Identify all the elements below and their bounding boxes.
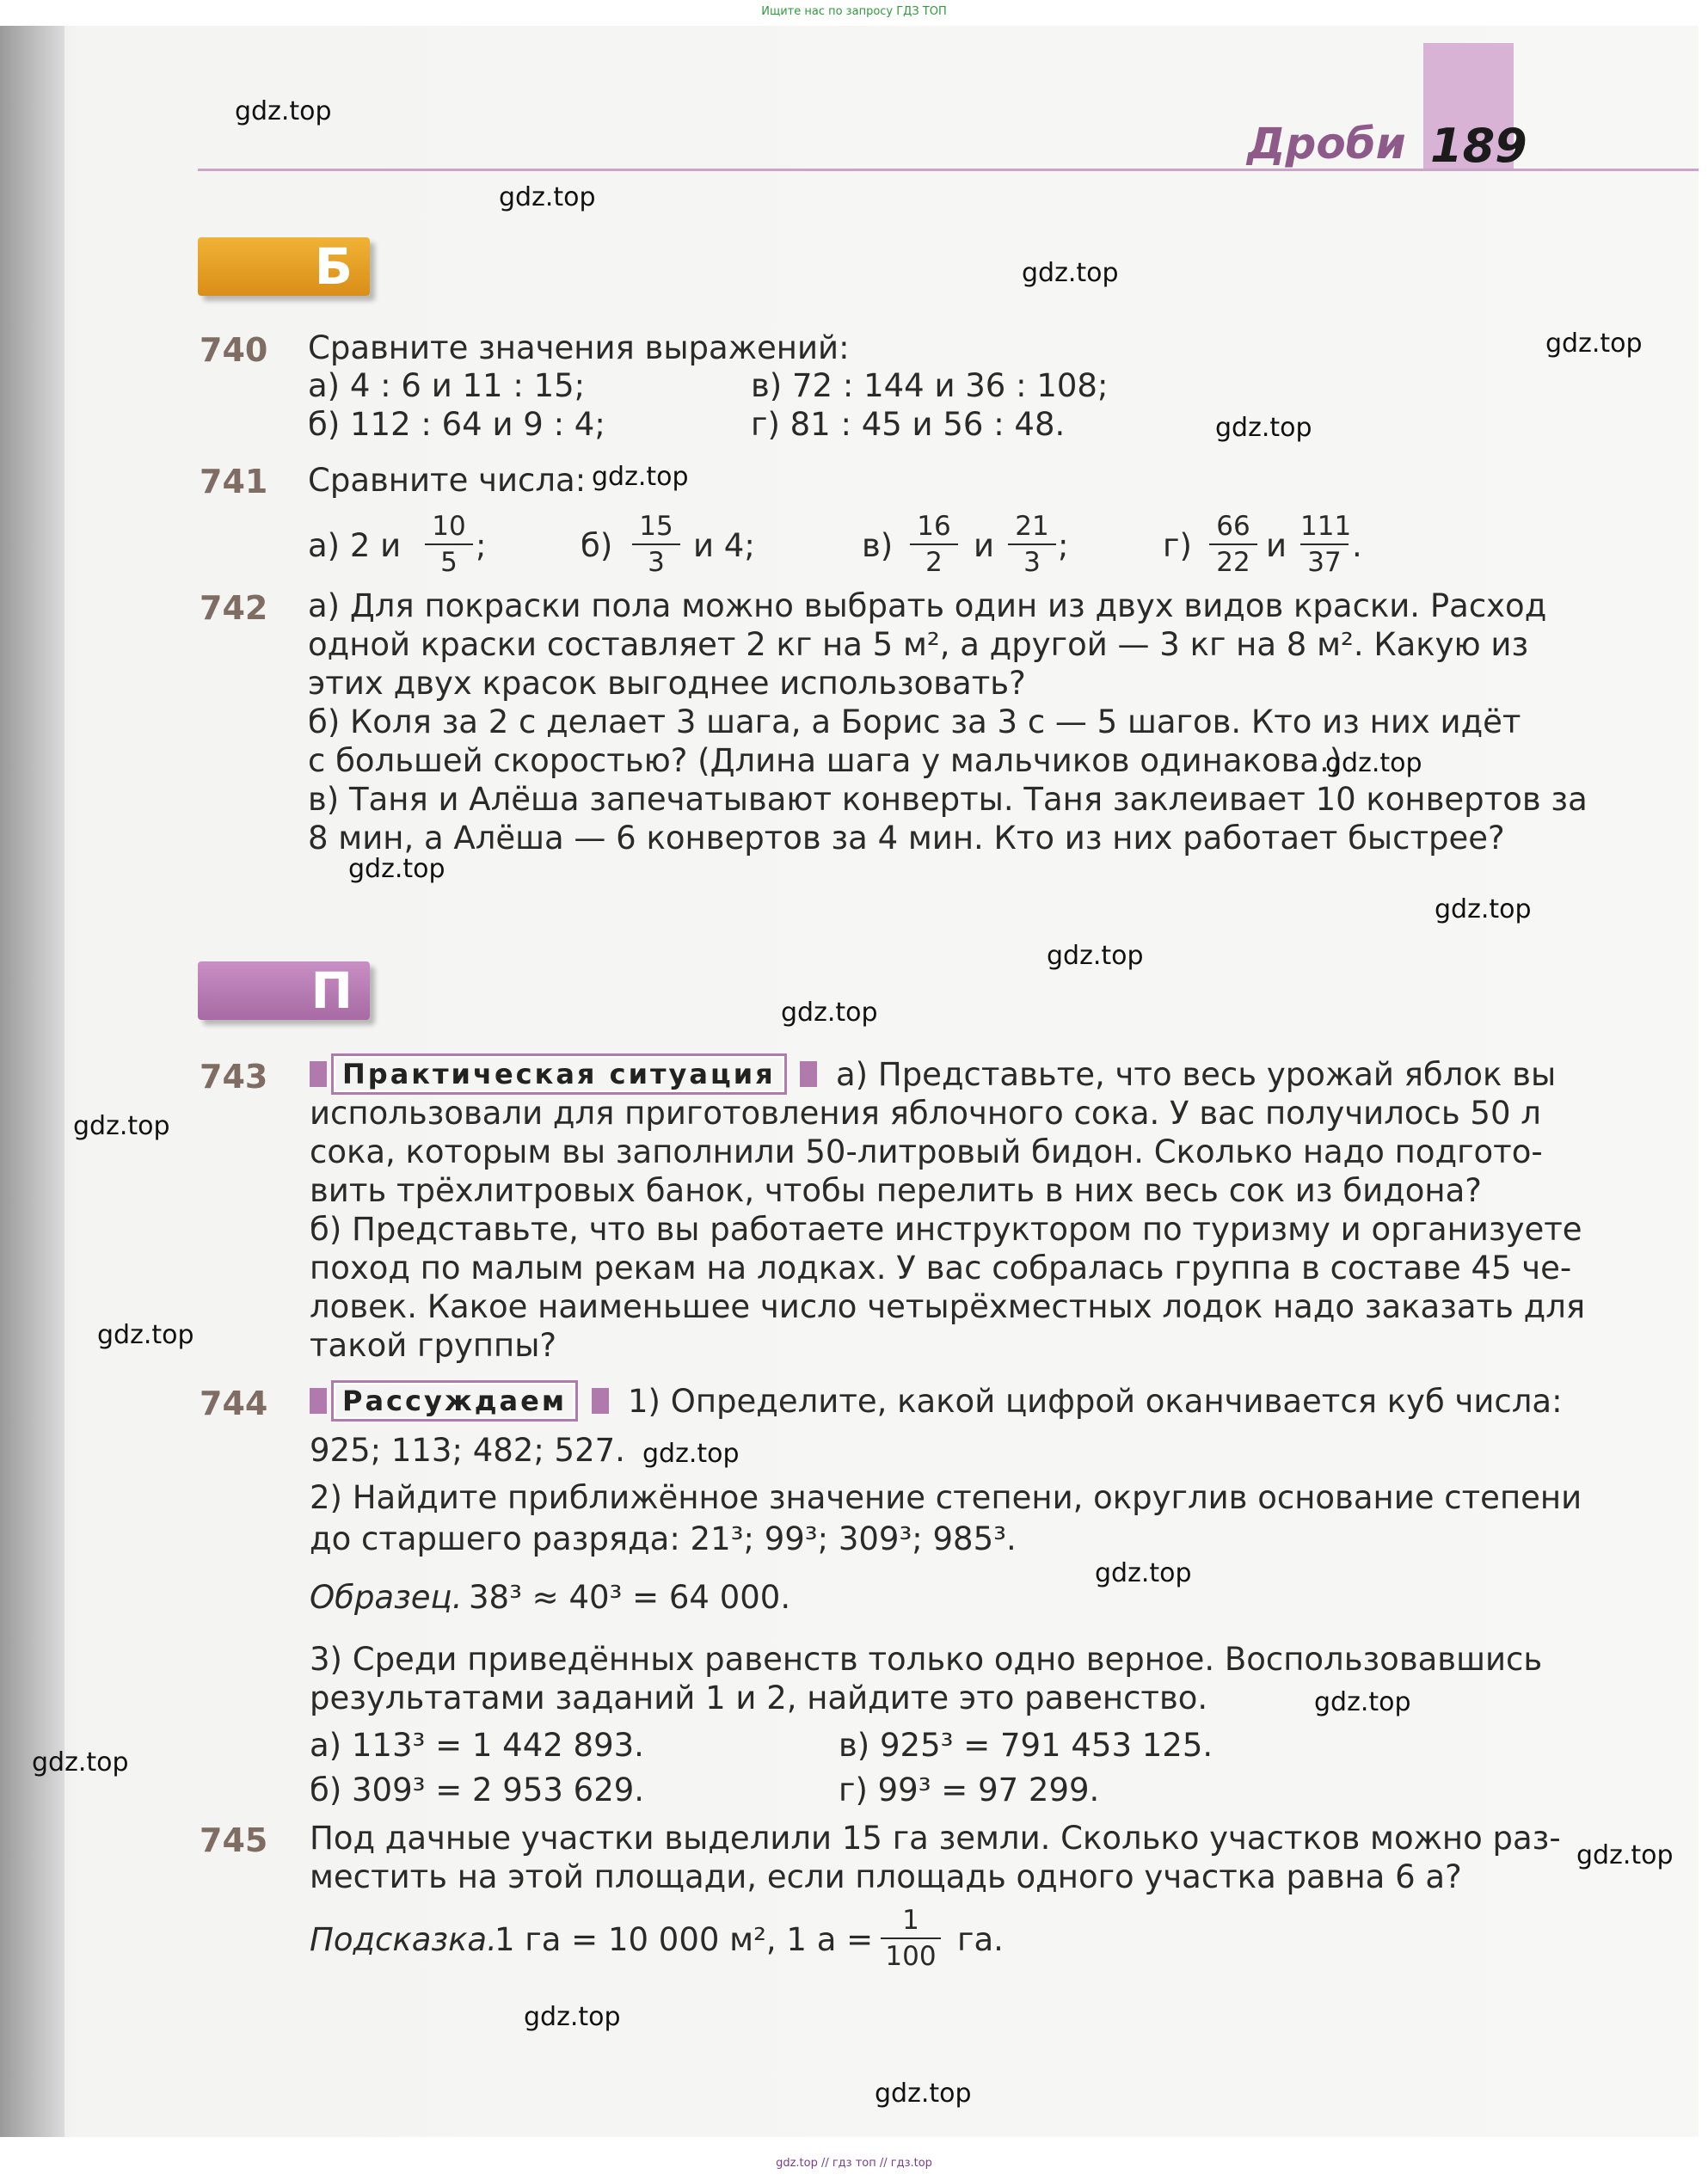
numerator: 21 — [1008, 511, 1056, 545]
level-p-badge: П — [198, 961, 370, 1020]
ex742-line-7: 8 мин, а Алёша — 6 конвертов за 4 мин. Кто из них работает быстрее? — [308, 820, 1505, 857]
ex741-g-fraction-2 — [1300, 511, 1352, 578]
ex742-line-6: в) Таня и Алёша запечатывают конверты. Таня заклеивает 10 конвертов за — [308, 781, 1588, 818]
exercise-number-740: 740 — [200, 331, 268, 369]
numerator: 66 — [1209, 511, 1257, 545]
watermark: gdz.top — [97, 1320, 194, 1350]
watermark: gdz.top — [524, 2002, 621, 2032]
ex743-line-1: использовали для приготовления яблочного сока. У вас получилось 50 л — [310, 1095, 1541, 1132]
ex741-v-fraction-1 — [910, 511, 958, 578]
ex743-line-2: сока, которым вы заполнили 50-литровый бидон. Сколько надо подгото- — [310, 1133, 1543, 1170]
watermark: gdz.top — [32, 1747, 129, 1778]
ex742-line-3: этих двух красок выгоднее использовать? — [308, 665, 1026, 702]
ex744-option-v: в) 925³ = 791 453 125. — [839, 1727, 1213, 1764]
watermark: gdz.top — [781, 998, 878, 1028]
denominator: 22 — [1216, 547, 1250, 578]
ex740-g: г) 81 : 45 и 56 : 48. — [751, 406, 1066, 443]
ex743-line-5: поход по малым рекам на лодках. У вас собралась группа в составе 45 че- — [310, 1250, 1572, 1287]
ex745-hint-suffix: га. — [957, 1921, 1004, 1958]
ex745-hint-label: Подсказка. — [310, 1921, 497, 1958]
ex744-first-line: 1) Определите, какой цифрой оканчивается куб числа: — [628, 1383, 1563, 1420]
ex741-v-fraction-2 — [1008, 511, 1056, 578]
ex741-b-suffix: и 4; — [693, 527, 755, 564]
badge-right-marker — [800, 1061, 817, 1087]
ex741-question: Сравните числа: — [308, 462, 587, 499]
denominator: 2 — [925, 547, 943, 578]
denominator: 100 — [885, 1941, 937, 1972]
ex741-a-prefix: а) 2 и — [308, 527, 402, 564]
ex741-b-prefix: б) — [581, 527, 613, 564]
ex744-option-a: а) 113³ = 1 442 893. — [310, 1727, 644, 1764]
denominator: 3 — [648, 547, 665, 578]
ex744-sample-label: Образец. — [310, 1579, 463, 1616]
ex740-b: б) 112 : 64 и 9 : 4; — [308, 406, 605, 443]
ex741-a-fraction — [425, 511, 473, 578]
watermark: gdz.top — [1576, 1840, 1674, 1870]
watermark: gdz.top — [1095, 1558, 1192, 1588]
ex741-v-and: и — [974, 527, 995, 564]
watermark: gdz.top — [1022, 258, 1119, 288]
ex742-line-5: с большей скоростью? (Длина шага у мальчиков одинакова.) — [308, 742, 1342, 779]
ex741-g-and: и — [1266, 527, 1287, 564]
ex743-line-4: б) Представьте, что вы работаете инструктором по туризму и организуете — [310, 1211, 1582, 1248]
ex744-numbers: 925; 113; 482; 527. — [310, 1432, 625, 1469]
ex745-hint-fraction — [881, 1905, 941, 1972]
watermark: gdz.top — [1047, 941, 1144, 971]
ex745-hint: 1 га = 10 000 м², 1 а = — [495, 1921, 874, 1958]
ex741-b-fraction — [632, 511, 680, 578]
ex741-v-suffix: ; — [1058, 527, 1069, 564]
exercise-number-743: 743 — [200, 1058, 268, 1096]
page-number: 189 — [1430, 119, 1527, 173]
watermark: gdz.top — [592, 462, 689, 492]
numerator: 16 — [910, 511, 958, 545]
reasoning-badge: Рассуждаем — [331, 1380, 578, 1422]
ex745-line-1: Под дачные участки выделили 15 га земли. Сколько участков можно раз- — [310, 1820, 1561, 1857]
ex744-sample: 38³ ≈ 40³ = 64 000. — [469, 1579, 791, 1616]
numerator: 15 — [632, 511, 680, 545]
chapter-title: Дроби — [1247, 119, 1406, 169]
numerator: 1 — [881, 1905, 941, 1939]
ex744-option-b: б) 309³ = 2 953 629. — [310, 1772, 645, 1808]
exercise-number-745: 745 — [200, 1821, 268, 1859]
exercise-number-744: 744 — [200, 1385, 268, 1422]
watermark: gdz.top — [642, 1439, 740, 1469]
ex743-first-line: а) Представьте, что весь урожай яблок вы — [836, 1056, 1557, 1093]
watermark: gdz.top — [875, 2079, 972, 2109]
watermark: gdz.top — [1215, 413, 1312, 443]
level-b-badge: Б — [198, 237, 370, 296]
ex743-line-3: вить трёхлитровых банок, чтобы перелить в них весь сок из бидона? — [310, 1172, 1482, 1209]
top-note: Ищите нас по запросу ГДЗ ТОП — [761, 5, 947, 18]
ex744-line-3: 2) Найдите приближённое значение степени, округлив основание степени — [310, 1479, 1582, 1516]
ex745-line-2: местить на этой площади, если площадь одного участка равна 6 а? — [310, 1858, 1462, 1895]
ex744-option-g: г) 99³ = 97 299. — [839, 1772, 1100, 1808]
book-spine-shadow — [0, 26, 65, 2137]
badge-right-marker — [592, 1388, 609, 1414]
exercise-number-742: 742 — [200, 589, 268, 627]
watermark: gdz.top — [1314, 1687, 1411, 1717]
ex744-line-7: результатами заданий 1 и 2, найдите это равенство. — [310, 1680, 1208, 1716]
badge-left-marker — [310, 1061, 327, 1087]
denominator: 37 — [1307, 547, 1342, 578]
watermark: gdz.top — [1435, 894, 1532, 924]
ex740-v: в) 72 : 144 и 36 : 108; — [751, 367, 1109, 404]
watermark: gdz.top — [235, 96, 332, 126]
bottom-note: gdz.top // гдз топ // гдз.top — [776, 2157, 932, 2170]
ex741-v-prefix: в) — [862, 527, 894, 564]
ex744-line-4: до старшего разряда: 21³; 99³; 309³; 985³. — [310, 1520, 1017, 1557]
watermark: gdz.top — [499, 182, 596, 212]
ex740-question: Сравните значения выражений: — [308, 329, 850, 366]
ex742-line-1: а) Для покраски пола можно выбрать один из двух видов краски. Расход — [308, 587, 1547, 624]
badge-left-marker — [310, 1388, 327, 1414]
ex742-line-4: б) Коля за 2 с делает 3 шага, а Борис за 3 с — 5 шагов. Кто из них идёт — [308, 703, 1521, 740]
ex743-line-6: ловек. Какое наименьшее число четырёхместных лодок надо заказать для — [310, 1288, 1586, 1325]
numerator: 111 — [1300, 511, 1349, 545]
watermark: gdz.top — [73, 1111, 170, 1141]
exercise-number-741: 741 — [200, 463, 268, 500]
denominator: 3 — [1023, 547, 1041, 578]
watermark: gdz.top — [1545, 329, 1643, 359]
ex741-g-fraction-1 — [1209, 511, 1257, 578]
ex742-line-2: одной краски составляет 2 кг на 5 м², а другой — 3 кг на 8 м². Какую из — [308, 626, 1529, 663]
ex740-a: а) 4 : 6 и 11 : 15; — [308, 367, 586, 404]
ex743-line-7: такой группы? — [310, 1327, 557, 1364]
ex741-g-suffix: . — [1352, 527, 1362, 564]
ex741-a-suffix: ; — [476, 527, 487, 564]
watermark: gdz.top — [1325, 748, 1422, 778]
practical-situation-badge: Практическая ситуация — [331, 1053, 787, 1095]
denominator: 5 — [440, 547, 458, 578]
watermark: gdz.top — [348, 854, 445, 884]
ex741-g-prefix: г) — [1163, 527, 1192, 564]
numerator: 10 — [425, 511, 473, 545]
ex744-line-6: 3) Среди приведённых равенств только одно верное. Воспользовавшись — [310, 1641, 1543, 1678]
